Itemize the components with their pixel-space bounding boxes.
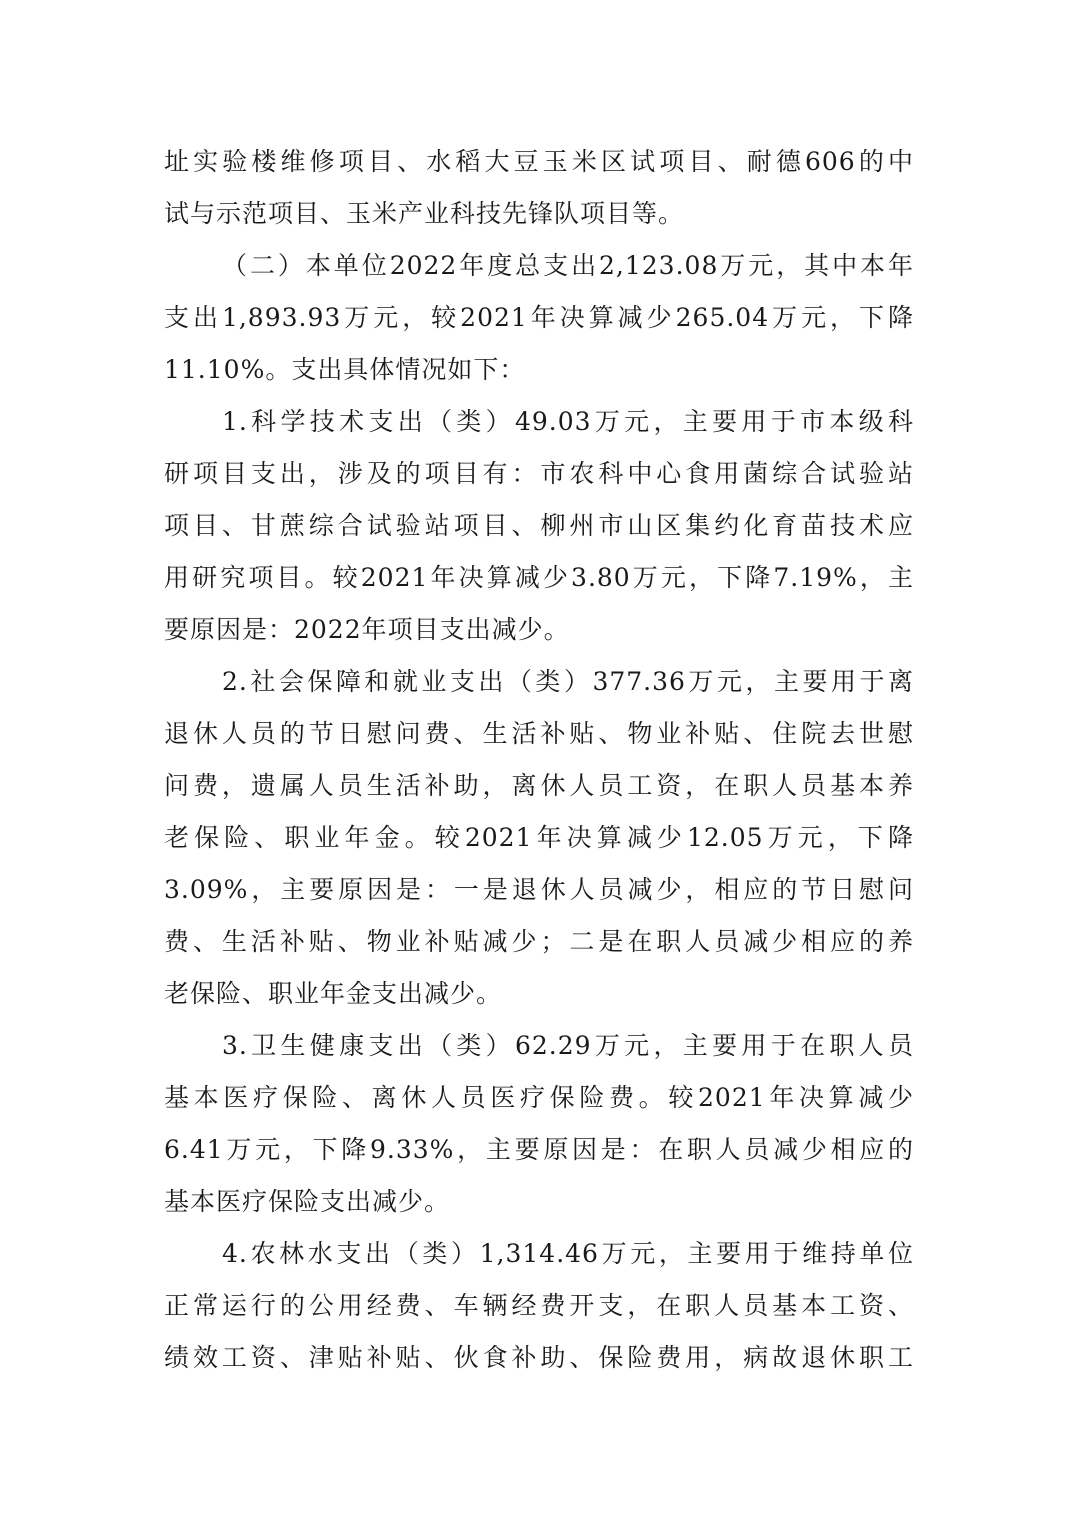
body-text-line: 费、生活补贴、物业补贴减少；二是在职人员减少相应的养 (164, 927, 914, 956)
body-text-line: 退休人员的节日慰问费、生活补贴、物业补贴、住院去世慰 (164, 719, 914, 748)
body-text-line: 6.41万元，下降9.33%，主要原因是：在职人员减少相应的 (164, 1135, 914, 1164)
body-text-line: 老保险、职业年金支出减少。 (164, 979, 503, 1008)
body-text-line: 要原因是：2022年项目支出减少。 (164, 615, 570, 644)
body-text-line: 研项目支出，涉及的项目有：市农科中心食用菌综合试验站 (164, 459, 914, 488)
body-text-line: 1.科学技术支出（类）49.03万元，主要用于市本级科 (222, 407, 914, 436)
body-text-line: 11.10%。支出具体情况如下： (164, 355, 526, 384)
body-text-line: （二）本单位2022年度总支出2,123.08万元，其中本年 (222, 251, 914, 280)
body-text-line: 正常运行的公用经费、车辆经费开支，在职人员基本工资、 (164, 1291, 914, 1320)
body-text-line: 问费，遗属人员生活补助，离休人员工资，在职人员基本养 (164, 771, 914, 800)
body-text-line: 支出1,893.93万元，较2021年决算减少265.04万元，下降 (164, 303, 914, 332)
body-text-line: 项目、甘蔗综合试验站项目、柳州市山区集约化育苗技术应 (164, 511, 914, 540)
body-text-line: 基本医疗保险支出减少。 (164, 1187, 451, 1216)
body-text-line: 2.社会保障和就业支出（类）377.36万元，主要用于离 (222, 667, 914, 696)
body-text-line: 3.卫生健康支出（类）62.29万元，主要用于在职人员 (222, 1031, 914, 1060)
body-text-line: 基本医疗保险、离休人员医疗保险费。较2021年决算减少 (164, 1083, 914, 1112)
body-text-line: 试与示范项目、玉米产业科技先锋队项目等。 (164, 199, 685, 228)
body-text-line: 4.农林水支出（类）1,314.46万元，主要用于维持单位 (222, 1239, 914, 1268)
document-body (164, 136, 914, 1384)
body-text-line: 用研究项目。较2021年决算减少3.80万元，下降7.19%，主 (164, 563, 914, 592)
body-text-line: 址实验楼维修项目、水稻大豆玉米区试项目、耐德606的中 (164, 147, 914, 176)
body-text-line: 3.09%，主要原因是：一是退休人员减少，相应的节日慰问 (164, 875, 914, 904)
body-text-line: 老保险、职业年金。较2021年决算减少12.05万元，下降 (164, 823, 914, 852)
body-text-line: 绩效工资、津贴补贴、伙食补助、保险费用，病故退休职工 (164, 1343, 914, 1372)
